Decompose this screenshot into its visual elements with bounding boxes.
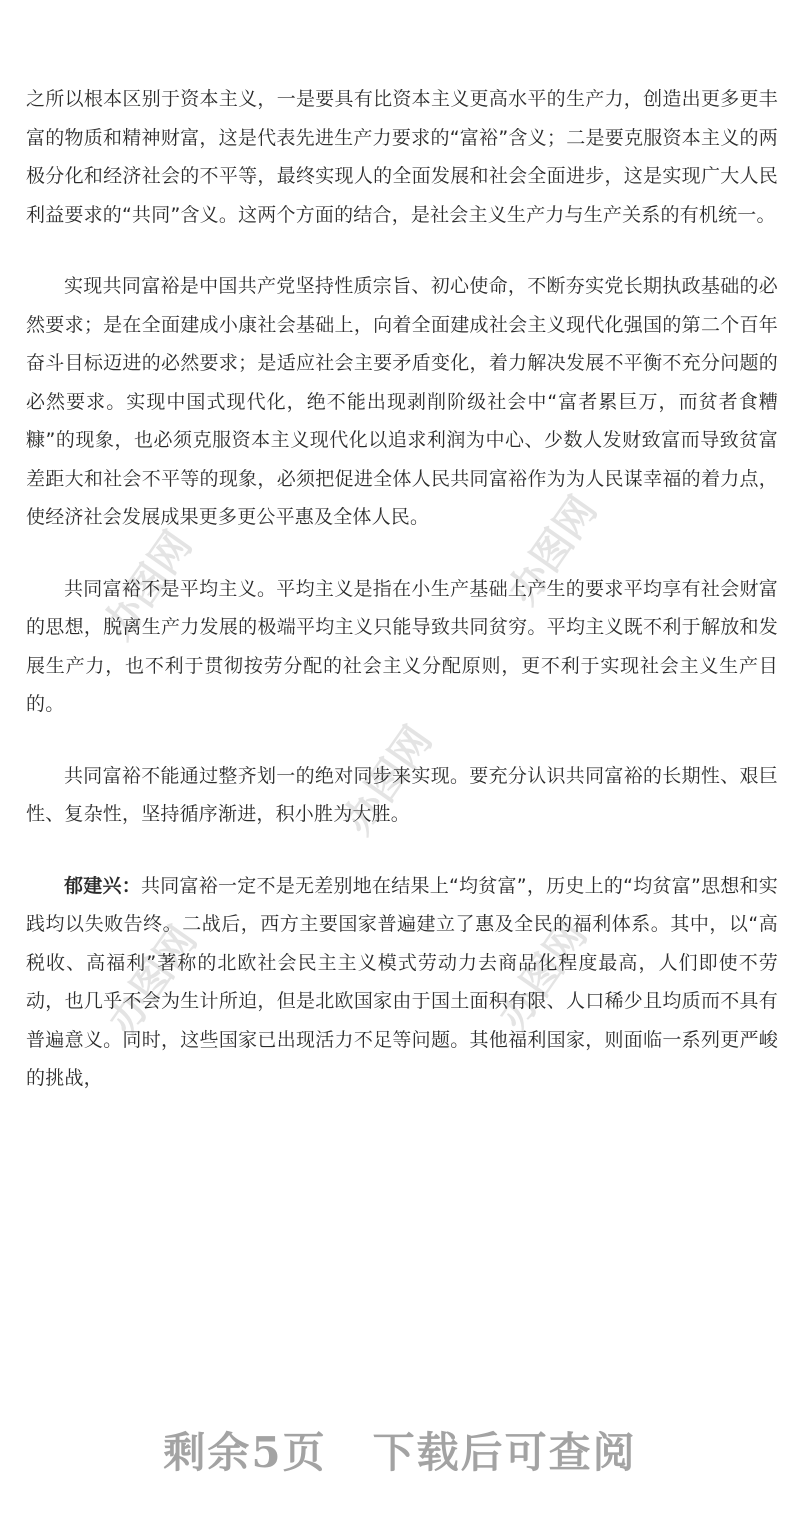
- paragraph-5: [26, 867, 778, 1098]
- watermark: 办图网: [94, 523, 202, 648]
- watermark: 办图网: [334, 718, 442, 843]
- download-banner[interactable]: [0, 1420, 800, 1480]
- paragraph-4: 共同富裕不能通过整齐划一的绝对同步来实现。要充分认识共同富裕的长期性、艰巨性、复杂性，坚持循序渐进，积小胜为大胜。: [26, 764, 778, 825]
- speaker-text: 共同富裕一定不是无差别地在结果上“均贫富”，历史上的“均贫富”思想和实践均以失败告终。二战后，西方主要国家普遍建立了惠及全民的福利体系。其中，以“高税收、高福利”著称的北欧社会民主主义模式劳动力去商品化程度最高，人们即使不劳动，也几乎不会为生计所迫，但是北欧国家由于国土面积有限、人口稀少且均质而不具有普遍意义。同时，这些国家已出现活力不足等问题。其他福利国家，则面临一系列更严峻的挑战，: [26, 874, 778, 1089]
- watermark: 办图网: [99, 918, 207, 1043]
- remaining-pages-label: 剩余5页: [163, 1428, 327, 1477]
- document-body: [26, 80, 778, 1098]
- speaker-name: 郁建兴：: [64, 874, 141, 897]
- paragraph-2: 实现共同富裕是中国共产党坚持性质宗旨、初心使命，不断夯实党长期执政基础的必然要求；是在全面建成小康社会基础上，向着全面建成社会主义现代化强国的第二个百年奋斗目标迈进的必然要求；是适应社会主要矛盾变化，着力解决发展不平衡不充分问题的必然要求。实现中国式现代化，绝不能出现剥削阶级社会中“富者累巨万，而贫者食糟糠”的现象，也必须克服资本主义现代化以追求利润为中心、少数人发财致富而导致贫富差距大和社会不平等的现象，必须把促进全体人民共同富裕作为为人民谋幸福的着力点，使经济社会发展成果更多更公平惠及全体人民。: [26, 275, 778, 528]
- watermark: 办图网: [489, 913, 597, 1038]
- paragraph-3: 共同富裕不是平均主义。平均主义是指在小生产基础上产生的要求平均享有社会财富的思想，脱离生产力发展的极端平均主义只能导致共同贫穷。平均主义既不利于解放和发展生产力，也不利于贯彻按劳分配的社会主义分配原则，更不利于实现社会主义生产目的。: [26, 577, 778, 715]
- download-to-view-label: 下载后可查阅: [372, 1428, 637, 1477]
- paragraph-1: 之所以根本区别于资本主义，一是要具有比资本主义更高水平的生产力，创造出更多更丰富的物质和精神财富，这是代表先进生产力要求的“富裕”含义；二是要克服资本主义的两极分化和经济社会的不平等，最终实现人的全面发展和社会全面进步，这是实现广大人民利益要求的“共同”含义。这两个方面的结合，是社会主义生产力与生产关系的有机统一。: [26, 88, 778, 226]
- watermark: 办图网: [499, 488, 607, 613]
